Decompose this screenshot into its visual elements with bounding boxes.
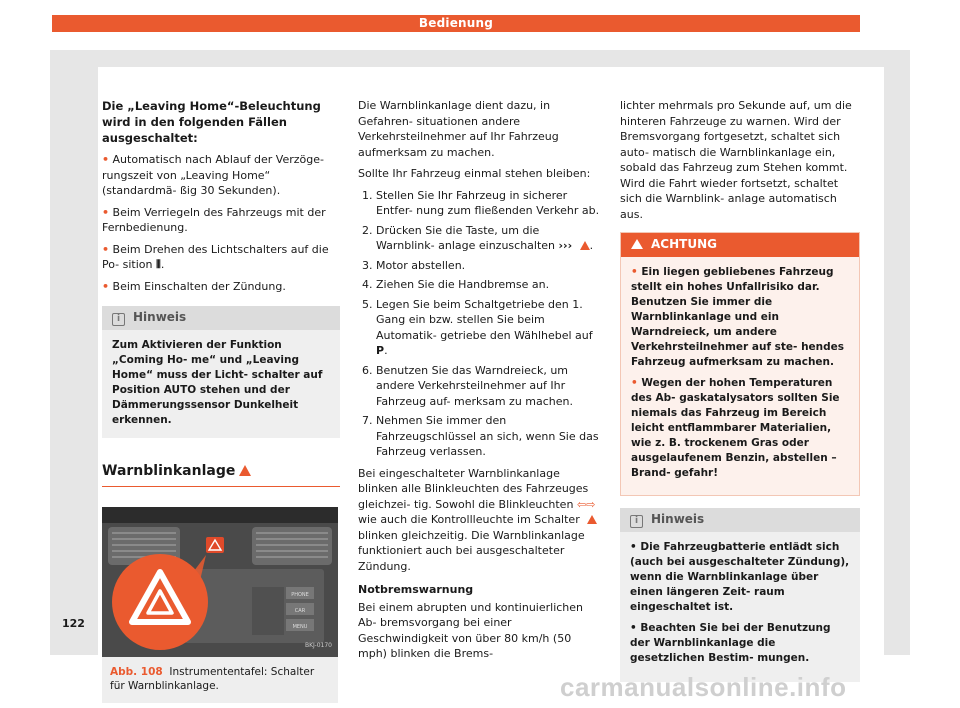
warning-triangle-icon [587, 515, 597, 524]
bullet-icon: • [102, 205, 110, 219]
steps-list [358, 188, 600, 460]
bullet-icon: • [102, 279, 110, 293]
hint-body: Zum Aktivieren der Funktion „Coming Ho- me“ und „Leaving Home“ muss der Licht- schalter auf Position AUTO stehen und der Dämmerungssensor Dunkelheit erkennen. [112, 339, 323, 426]
warning-triangle-icon [631, 239, 643, 249]
hint-box [102, 306, 340, 438]
info-icon: i [630, 515, 643, 528]
page-number: 122 [62, 617, 85, 630]
list-item: 7. Nehmen Sie immer den Fahrzeugschlüssel an sich, wenn Sie das Fahrzeug verlassen. [376, 413, 600, 460]
bullet-icon: • [102, 242, 110, 256]
dashboard-drawing [102, 507, 338, 657]
reference-arrows: ››› [558, 239, 573, 252]
list-item: • Beachten Sie bei der Benutzung der Warnblinkanlage die gesetzlichen Bestim- mungen. [630, 621, 831, 664]
paragraph: Bei einem abrupten und kontinuierlichen Ab- bremsvorgang bei einer Geschwindigkeit von über 80 km/h (50 mph) blinken die Brems- [358, 600, 584, 660]
hint-body [620, 532, 860, 682]
svg-text:PHONE: PHONE [291, 591, 309, 598]
list-item: • Automatisch nach Ablauf der Verzöge- rungszeit von „Leaving Home“ (standardmä- ßig 30 Sekunden). [102, 153, 324, 197]
dashboard-illustration [102, 507, 338, 657]
bullet-icon: • [631, 265, 638, 278]
column-2 [358, 98, 600, 668]
section-title: Warnblinkanlage [102, 464, 340, 487]
watermark: carmanualsonline.info [560, 672, 847, 702]
list-item: 3. Motor abstellen. [376, 258, 600, 274]
light-position-icon: ⦀ [156, 258, 161, 271]
hint-header: i Hinweis [620, 508, 860, 532]
intro-paragraph: Die Warnblinkanlage dient dazu, in Gefahren- situationen andere Verkehrsteilnehmer auf Ihr Fahrzeug aufmerksam zu machen. [358, 99, 559, 159]
warning-header: ACHTUNG [621, 233, 859, 257]
paragraph: Bei eingeschalteter Warnblinkanlage blinken alle Blinkleuchten des Fahrzeuges gleichzei- tig. Sowohl die Blinkleuchten ⇦⇨ wie auch die Kontrollleuchte im Schalter blinken gleichzeitig. Die Warnblinkanlage funktioniert auch bei ausgeschalteter Zündung. [358, 466, 596, 573]
warning-triangle-icon [239, 465, 251, 476]
page-header: Bedienung [52, 15, 860, 32]
subheading: Notbremswarnung [358, 583, 474, 596]
list-item: 1. Stellen Sie Ihr Fahrzeug in sicherer Entfer- nung zum fließenden Verkehr ab. [376, 188, 600, 219]
info-icon: i [112, 313, 125, 326]
list-item: 4. Ziehen Sie die Handbremse an. [376, 277, 600, 293]
list-item: • Ein liegen gebliebenes Fahrzeug stellt ein hohes Unfallrisiko dar. Benutzen Sie immer die Warnblinkanlage und ein Warndreieck, um andere Verkehrsteilnehmer auf ste- hendes Fahrzeug aufmerksam zu machen. [631, 265, 845, 368]
list-item: 2. Drücken Sie die Taste, um die Warnblink- anlage einzuschalten ››› . [376, 223, 600, 254]
bullet-icon: • [102, 153, 110, 166]
paragraph: lichter mehrmals pro Sekunde auf, um die hinteren Fahrzeuge zu warnen. Wird der Bremsvorgang fortgesetzt, schaltet sich auto- matisch die Warnblinkanlage ein, sobald das Fahrzeug zum Stehen kommt. Wird die Fahrt wieder fortsetzt, schaltet sich die Warnblink- anlage automatisch aus. [620, 99, 852, 221]
auto-symbol: AUTO [163, 384, 197, 396]
column-1 [102, 98, 340, 703]
hint-header: i Hinweis [102, 306, 340, 330]
gear-position: P [376, 344, 385, 357]
warning-body [621, 257, 859, 495]
figure-caption: Abb. 108 Instrumententafel: Schalter für Warnblinkanlage. [110, 665, 315, 692]
list-item: • Wegen der hohen Temperaturen des Ab- gaskatalysators sollten Sie niemals das Fahrzeug im Bereich leicht entflammbarer Materialien, wie z. B. trockenem Gras oder ausgelaufenem Benzin, abstellen – Brand- gefahr! [631, 376, 840, 479]
hint-box [620, 508, 860, 682]
list-item: • Beim Drehen des Lichtschalters auf die Po- sition ⦀. [102, 242, 329, 271]
svg-text:MENU: MENU [292, 623, 308, 630]
bullet-icon: • [631, 376, 638, 389]
figure [102, 507, 338, 703]
figure-code: BKJ-0170 [304, 642, 332, 649]
intro-paragraph-2: Sollte Ihr Fahrzeug einmal stehen bleiben: [358, 167, 591, 180]
warning-box [620, 232, 860, 496]
turn-signal-icon: ⇦⇨ [576, 497, 596, 511]
warning-triangle-icon [580, 241, 590, 250]
column-3 [620, 98, 860, 682]
list-item: 6. Benutzen Sie das Warndreieck, um andere Verkehrsteilnehmer auf Ihr Fahrzeug auf- merksam zu machen. [376, 363, 600, 410]
list-item: • Die Fahrzeugbatterie entlädt sich (auch bei ausgeschalteter Zündung), wenn die Warnblinkanlage über einen längeren Zeit- raum eingeschaltet ist. [630, 540, 850, 613]
list-item: • Beim Einschalten der Zündung. [102, 279, 286, 293]
list-item: • Beim Verriegeln des Fahrzeugs mit der Fernbedienung. [102, 205, 326, 234]
list-item: 5. Legen Sie beim Schaltgetriebe den 1. Gang ein bzw. stellen Sie beim Automatik- getriebe den Wählhebel auf P. [376, 297, 600, 359]
svg-text:CAR: CAR [294, 607, 306, 614]
leaving-home-heading: Die „Leaving Home“-Beleuchtung wird in den folgenden Fällen ausgeschaltet: [102, 99, 321, 145]
